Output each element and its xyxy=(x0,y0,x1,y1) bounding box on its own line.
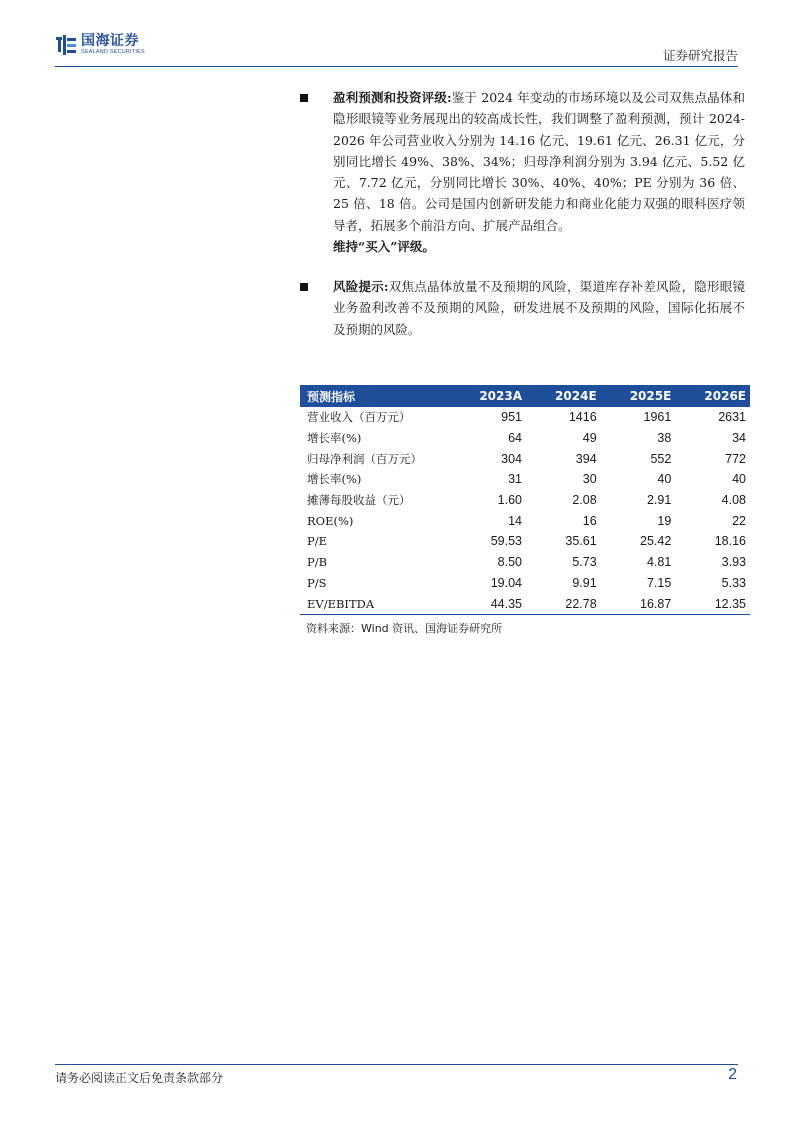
table-row xyxy=(300,448,750,469)
value-cell: 5.33 xyxy=(721,575,746,590)
company-logo xyxy=(55,32,145,58)
section-label: 风险提示: xyxy=(333,279,389,294)
value-cell: 304 xyxy=(501,451,522,466)
bullet-square-icon xyxy=(300,94,308,102)
row-label-cell: 增长率(%) xyxy=(307,472,362,487)
row-label-cell: 归母净利润（百万元） xyxy=(307,451,422,466)
value-cell: 1961 xyxy=(643,410,672,425)
value-cell: 38 xyxy=(657,431,672,446)
table-row xyxy=(300,531,750,552)
value-cell: 5.73 xyxy=(572,555,597,570)
table-header-cell: 2026E xyxy=(675,385,750,407)
value-cell: 2.08 xyxy=(572,493,597,508)
footer-divider xyxy=(55,1064,738,1065)
value-cell: 34 xyxy=(732,431,746,446)
bullet-square-icon xyxy=(300,283,308,291)
value-cell: 1416 xyxy=(568,410,597,425)
row-label-cell: EV/EBITDA xyxy=(300,593,451,614)
value-cell: 49 xyxy=(582,431,597,446)
report-type-label: 证券研究报告 xyxy=(662,48,738,63)
section-text: 鉴于 2024 年变动的市场环境以及公司双焦点晶体和隐形眼镜等业务展现出的较高成长性，我们调整了盈利预测，预计 2024-2026 年公司营业收入分别为 14.16 亿元、19.61 亿元、26.31 亿元，分别同比增长 49%、38%、34%；归母净利润分别为 3.94 亿元、5.52 亿元、7.72 亿元，分别同比增长 30%、40%、40%；PE 分别为 36 倍、25 倍、18 倍。公司是国内创新研发能力和商业化能力双强的眼科医疗领导者，拓展多个前沿方向、扩展产品组合。 xyxy=(333,90,745,233)
value-cell: 44.35 xyxy=(451,593,526,614)
value-cell: 22.78 xyxy=(526,593,601,614)
table-row xyxy=(300,510,750,531)
value-cell: 59.53 xyxy=(490,534,522,549)
value-cell: 40 xyxy=(732,472,746,487)
logo-chinese-name: 国海证券 xyxy=(81,33,139,50)
table-header-cell: 预测指标 xyxy=(300,385,451,407)
value-cell: 19.04 xyxy=(490,575,522,590)
value-cell: 31 xyxy=(508,472,522,487)
value-cell: 18.16 xyxy=(714,534,746,549)
value-cell: 951 xyxy=(501,410,522,425)
value-cell: 22 xyxy=(732,513,746,528)
table-source-note: 资料来源：Wind 资讯、国海证券研究所 xyxy=(306,622,503,635)
forecast-table xyxy=(300,385,750,615)
value-cell: 35.61 xyxy=(565,534,597,549)
sealand-logo-icon xyxy=(55,34,77,56)
table-row xyxy=(300,428,750,449)
row-label-cell: P/S xyxy=(307,575,327,590)
table-row xyxy=(300,552,750,573)
value-cell: 19 xyxy=(657,513,672,528)
value-cell: 2631 xyxy=(718,410,746,425)
value-cell: 772 xyxy=(725,451,746,466)
value-cell: 552 xyxy=(650,451,672,466)
row-label-cell: 摊薄每股收益（元） xyxy=(307,493,411,508)
row-label-cell: P/B xyxy=(307,555,328,570)
header-divider xyxy=(55,66,738,67)
table-row xyxy=(300,407,750,428)
section-label: 盈利预测和投资评级: xyxy=(333,90,452,105)
table-row xyxy=(300,573,750,594)
risk-warning-section xyxy=(305,276,745,340)
row-label-cell: ROE(%) xyxy=(307,513,354,528)
logo-english-name: SEALAND SECURITIES xyxy=(81,49,145,56)
table-header-cell: 2025E xyxy=(601,385,676,407)
row-label-cell: 增长率(%) xyxy=(307,431,362,446)
row-label-cell: 营业收入（百万元） xyxy=(307,410,411,425)
table-row xyxy=(300,490,750,511)
section-text: 双焦点晶体放量不及预期的风险，渠道库存补差风险，隐形眼镜业务盈利改善不及预期的风险，研发进展不及预期的风险，国际化拓展不及预期的风险。 xyxy=(333,279,745,337)
value-cell: 14 xyxy=(508,513,522,528)
table-row xyxy=(300,593,750,614)
page-header xyxy=(55,30,738,66)
value-cell: 3.93 xyxy=(721,555,746,570)
value-cell: 16.87 xyxy=(601,593,676,614)
footer-disclaimer: 请务必阅读正文后免责条款部分 xyxy=(55,1071,224,1085)
table-header-cell: 2023A xyxy=(451,385,526,407)
value-cell: 1.60 xyxy=(497,493,522,508)
table-header-row xyxy=(300,385,750,407)
page-number: 2 xyxy=(728,1066,737,1083)
value-cell: 394 xyxy=(575,451,597,466)
value-cell: 40 xyxy=(657,472,672,487)
earnings-forecast-section xyxy=(305,87,745,257)
value-cell: 30 xyxy=(582,472,597,487)
value-cell: 12.35 xyxy=(675,593,750,614)
rating-conclusion: 维持“买入”评级。 xyxy=(333,239,435,255)
row-label-cell: P/E xyxy=(307,534,328,549)
table-row xyxy=(300,469,750,490)
value-cell: 4.08 xyxy=(721,493,746,508)
value-cell: 7.15 xyxy=(646,575,672,590)
value-cell: 64 xyxy=(508,431,522,446)
value-cell: 4.81 xyxy=(646,555,672,570)
value-cell: 16 xyxy=(582,513,597,528)
value-cell: 25.42 xyxy=(640,534,672,549)
value-cell: 9.91 xyxy=(572,575,597,590)
value-cell: 2.91 xyxy=(646,493,672,508)
value-cell: 8.50 xyxy=(497,555,522,570)
table-header-cell: 2024E xyxy=(526,385,601,407)
